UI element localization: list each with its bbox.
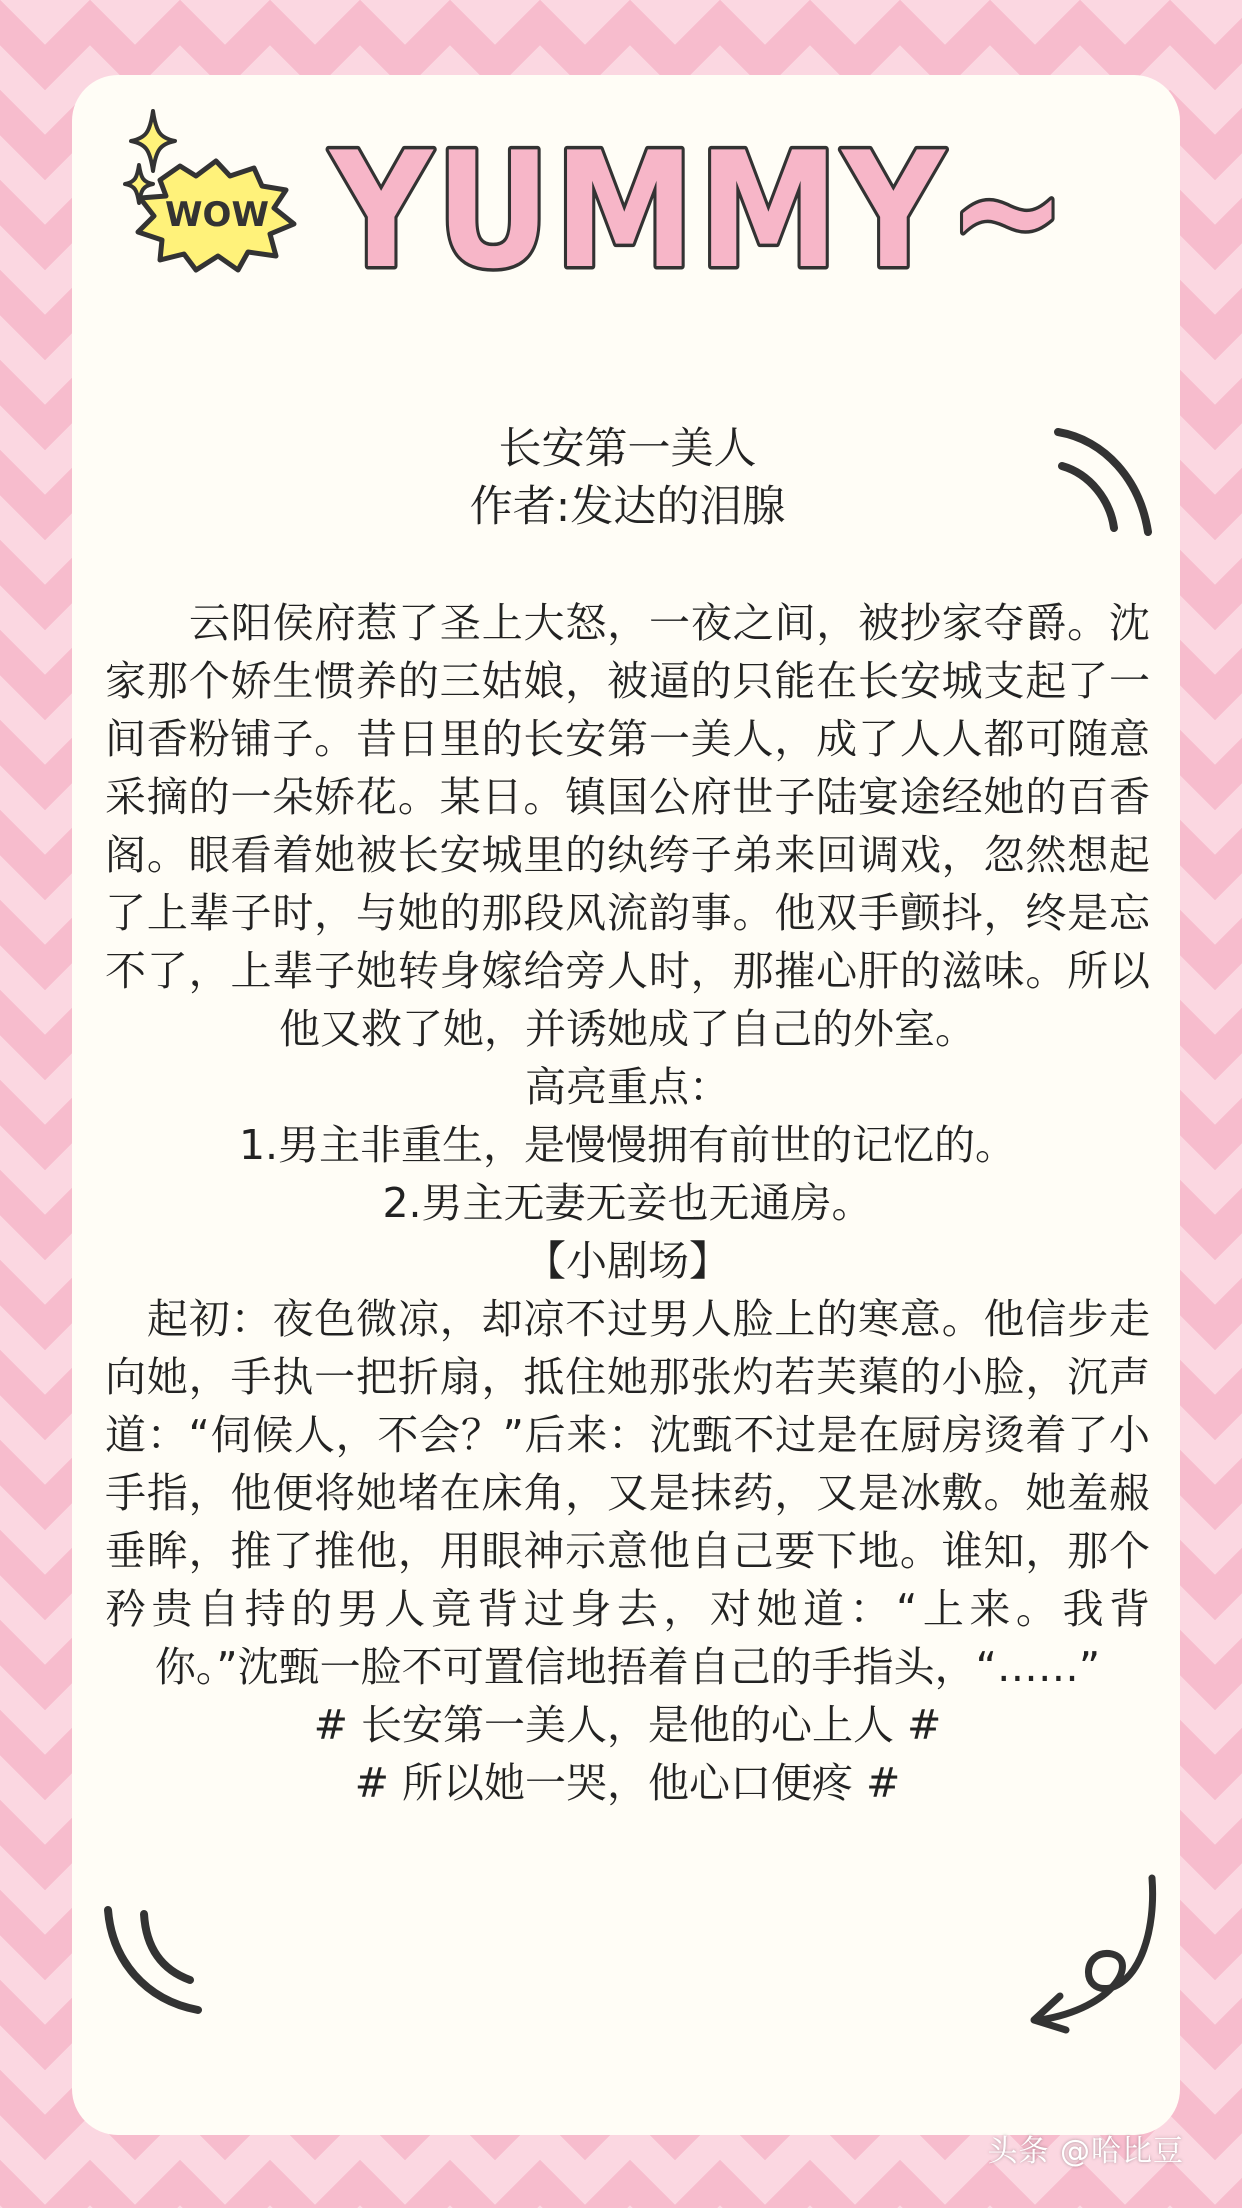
yummy-headline	[320, 117, 1080, 304]
book-title: 长安第一美人	[498, 424, 757, 474]
theater-heading: 【小剧场】	[525, 1237, 730, 1285]
synopsis-paragraph: 云阳侯府惹了圣上大怒，一夜之间，被抄家夺爵。沈家那个娇生惯养的三姑娘，被逼的只能在长安城支起了一间香粉铺子。昔日里的长安第一美人，成了人人都可随意采摘的一朵娇花。某日。镇国公府世子陆宴途经她的百香阁。眼看着她被长安城里的纨绔子弟来回调戏，忽然想起了上辈子时，与她的那段风流韵事。他双手颤抖，终是忘不了，上辈子她转身嫁给旁人时，那摧心肝的滋味。所以他又救了她，并诱她成了自己的外室。	[105, 599, 1150, 1053]
loop-arrow-decoration	[1020, 1870, 1170, 2040]
book-content	[105, 420, 1150, 1812]
wow-badge-text: WOW	[165, 195, 269, 235]
wow-badge	[88, 106, 328, 296]
book-author: 作者:发达的泪腺	[469, 482, 786, 532]
watermark: 头条 @哈比豆	[987, 2134, 1184, 2169]
highlight-item: 1.男主非重生，是慢慢拥有前世的记忆的。	[238, 1121, 1017, 1169]
highlights-heading: 高亮重点：	[525, 1063, 730, 1111]
yummy-headline-text: YUMMY~	[328, 117, 1070, 304]
tag-line: # 长安第一美人，是他的心上人 #	[313, 1701, 942, 1749]
highlight-item: 2.男主无妻无妾也无通房。	[382, 1179, 873, 1227]
tag-line: # 所以她一哭，他心口便疼 #	[354, 1759, 901, 1807]
curve-lines-decoration	[100, 1900, 210, 2020]
theater-paragraph: 起初：夜色微凉，却凉不过男人脸上的寒意。他信步走向她，手执一把折扇，抵住她那张灼若芙蕖的小脸，沉声道：“伺候人，不会？”后来：沈甄不过是在厨房烫着了小手指，他便将她堵在床角，又是抹药，又是冰敷。她羞赧垂眸，推了推他，用眼神示意他自己要下地。谁知，那个矜贵自持的男人竟背过身去，对她道：“上来。我背你。”沈甄一脸不可置信地捂着自己的手指头，“……”	[105, 1295, 1150, 1691]
